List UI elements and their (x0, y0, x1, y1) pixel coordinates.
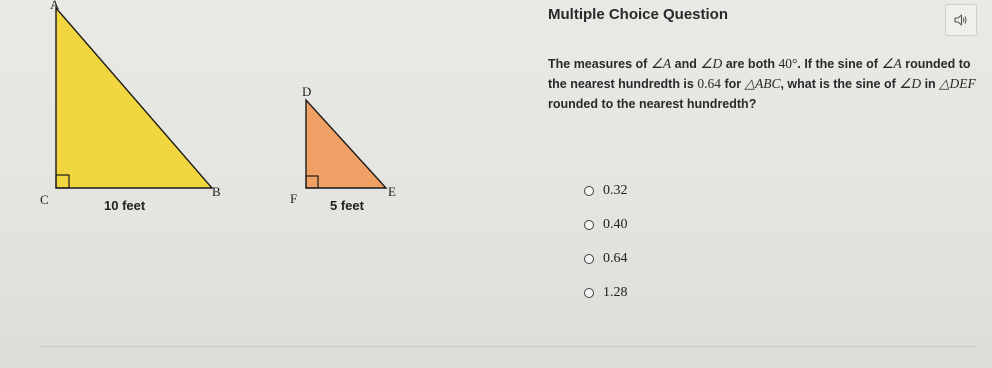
vertex-label-c: C (40, 192, 49, 207)
angle-d: ∠D (700, 56, 723, 71)
choice-label: 1.28 (603, 285, 628, 300)
vertex-label-e: E (388, 184, 396, 199)
question-title: Multiple Choice Question (548, 6, 729, 23)
choice-label: 0.32 (603, 183, 628, 198)
vertex-label-d: D (302, 84, 312, 99)
divider (40, 346, 978, 347)
side-label-cb: 10 feet (104, 198, 146, 213)
radio-button[interactable] (584, 220, 594, 230)
speaker-icon (954, 13, 968, 27)
question-prompt: The measures of ∠A and ∠D are both 40°. If the sine of ∠A rounded to the nearest hundredth is 0.64 for △ABC, what is the sine of ∠D in △DEF rounded to the nearest hundredth? (548, 56, 976, 111)
radio-button[interactable] (584, 186, 594, 196)
answer-choices (584, 174, 628, 310)
radio-button[interactable] (584, 288, 594, 298)
triangle-abc (56, 8, 212, 188)
triangle-def (306, 100, 386, 188)
choice-option[interactable] (584, 174, 628, 208)
triangle-abc-ref: △ABC (744, 76, 781, 91)
vertex-label-b: B (212, 184, 221, 199)
choice-label: 0.64 (603, 251, 628, 266)
choice-option[interactable] (584, 276, 628, 310)
angle-a: ∠A (650, 56, 672, 71)
choice-label: 0.40 (603, 217, 628, 232)
angle-d-2: ∠D (899, 76, 922, 91)
triangles-figure (0, 0, 420, 230)
triangle-def-ref: △DEF (939, 76, 976, 91)
vertex-label-f: F (290, 191, 298, 206)
vertex-label-a: A (50, 0, 60, 12)
choice-option[interactable] (584, 208, 628, 242)
radio-button[interactable] (584, 254, 594, 264)
side-label-fe: 5 feet (330, 198, 364, 213)
angle-a-2: ∠A (881, 56, 902, 71)
audio-button[interactable] (945, 4, 977, 36)
angle-degrees: 40° (778, 56, 798, 71)
sine-value: 0.64 (697, 76, 721, 91)
choice-option[interactable] (584, 242, 628, 276)
